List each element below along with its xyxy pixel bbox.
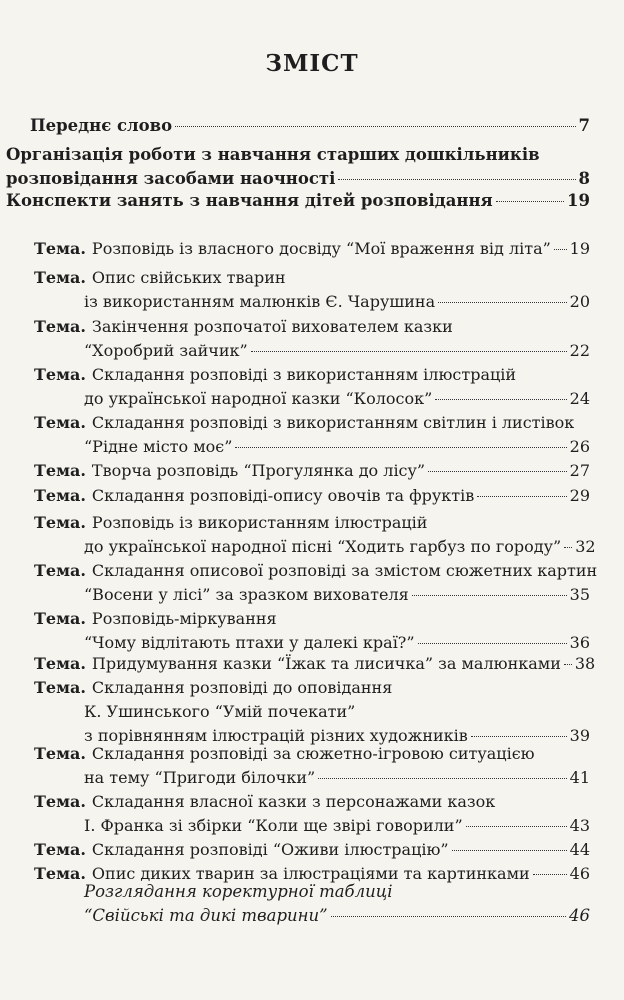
- toc-entry-theme: [34, 838, 590, 862]
- entry-text: Закінчення розпочатої вихователем казки: [91, 317, 453, 336]
- entry-text-line1: Організація роботи з навчання старших дошкільників: [6, 145, 540, 164]
- toc-entry-theme: [34, 363, 590, 411]
- leader-dots: [318, 778, 566, 779]
- entry-text: до української народної пісні “Ходить гарбуз по городу”: [84, 537, 562, 556]
- page-number: 46: [569, 864, 590, 883]
- toc-entry-theme: [34, 266, 590, 314]
- leader-dots: [428, 471, 567, 472]
- page-number: 19: [569, 239, 590, 258]
- entry-text: “Восени у лісі” за зразком вихователя: [84, 585, 409, 604]
- entry-text: Придумування казки “Їжак та лисичка” за малюнками: [91, 654, 561, 673]
- theme-label: Тема.: [34, 561, 86, 580]
- leader-dots: [251, 351, 567, 352]
- entry-text: Складання розповіді за сюжетно-ігровою ситуацією: [91, 744, 535, 763]
- page-number: 27: [569, 461, 590, 480]
- page-number: 39: [569, 726, 590, 745]
- entry-text: Творча розповідь “Прогулянка до лісу”: [91, 461, 426, 480]
- theme-label: Тема.: [34, 268, 86, 287]
- leader-dots: [564, 547, 572, 548]
- leader-dots: [471, 736, 567, 737]
- entry-text-line2: розповідання засобами наочності: [6, 169, 336, 188]
- theme-label: Тема.: [34, 678, 86, 697]
- leader-dots: [477, 496, 566, 497]
- toc-entry-theme: [34, 676, 590, 748]
- page-title: ЗМІСТ: [265, 50, 359, 77]
- leader-dots: [338, 179, 575, 180]
- theme-label: Тема.: [34, 461, 86, 480]
- entry-text: Складання розповіді-опису овочів та фруктів: [91, 486, 475, 505]
- leader-dots: [452, 850, 567, 851]
- entry-text: Складання описової розповіді за змістом сюжетних картин: [91, 561, 598, 580]
- entry-text-line1: Розглядання коректурної таблиці: [84, 882, 393, 901]
- theme-label: Тема.: [34, 609, 86, 628]
- toc-entry-theme: [34, 411, 590, 459]
- page-number: 44: [569, 840, 590, 859]
- entry-text: К. Ушинського “Умій почекати”: [84, 702, 356, 721]
- theme-label: Тема.: [34, 317, 86, 336]
- page-number: 46: [569, 906, 590, 925]
- toc-entry-theme: [34, 511, 596, 559]
- page-number: 38: [574, 654, 596, 673]
- leader-dots: [533, 874, 567, 875]
- entry-text: Розповідь-міркування: [91, 609, 277, 628]
- entry-text: Розповідь із власного досвіду “Мої враження від літа”: [91, 239, 551, 258]
- toc-entry-theme: [34, 559, 598, 607]
- theme-label: Тема.: [34, 864, 86, 883]
- page-number: 22: [569, 341, 590, 360]
- entry-text: Складання розповіді з використанням світлин і листівок: [91, 413, 575, 432]
- leader-dots: [466, 826, 567, 827]
- entry-text: “Хоробрий зайчик”: [84, 341, 248, 360]
- entry-text: Складання розповіді до оповідання: [91, 678, 393, 697]
- toc-entry-theme: [34, 237, 590, 261]
- page-number: 41: [569, 768, 590, 787]
- leader-dots: [418, 643, 567, 644]
- theme-label: Тема.: [34, 365, 86, 384]
- toc-entry-organization: [6, 143, 590, 191]
- page-number: 20: [569, 292, 590, 311]
- entry-text: Складання розповіді з використанням ілюстрацій: [91, 365, 517, 384]
- entry-text: Складання власної казки з персонажами казок: [91, 792, 496, 811]
- leader-dots: [175, 126, 575, 127]
- entry-text: Переднє слово: [30, 116, 173, 135]
- toc-entry-theme: [34, 315, 590, 363]
- page-number: 32: [575, 537, 596, 556]
- leader-dots: [435, 399, 566, 400]
- entry-text: “Чому відлітають птахи у далекі краї?”: [84, 633, 415, 652]
- page-number: 43: [569, 816, 590, 835]
- theme-label: Тема.: [34, 486, 86, 505]
- entry-text: Опис свійських тварин: [91, 268, 286, 287]
- leader-dots: [331, 916, 566, 917]
- entry-text: з порівнянням ілюстрацій різних художників: [84, 726, 468, 745]
- theme-label: Тема.: [34, 239, 86, 258]
- page-number: 36: [569, 633, 590, 652]
- theme-label: Тема.: [34, 744, 86, 763]
- leader-dots: [554, 249, 567, 250]
- entry-text: із використанням малюнків Є. Чарушина: [84, 292, 436, 311]
- leader-dots: [438, 302, 567, 303]
- leader-dots: [496, 201, 564, 202]
- theme-label: Тема.: [34, 654, 86, 673]
- page-number: 7: [578, 116, 590, 135]
- page-number: 24: [569, 389, 590, 408]
- toc-entry-theme: [34, 484, 590, 508]
- leader-dots: [235, 447, 566, 448]
- entry-text: Опис диких тварин за ілюстраціями та картинками: [91, 864, 530, 883]
- toc-entry-theme: [34, 742, 590, 790]
- entry-text-line2: “Свійські та дикі тварини”: [84, 906, 328, 925]
- theme-label: Тема.: [34, 840, 86, 859]
- theme-label: Тема.: [34, 792, 86, 811]
- entry-text: Розповідь із використанням ілюстрацій: [91, 513, 428, 532]
- leader-dots: [564, 664, 572, 665]
- entry-text: Конспекти занять з навчання дітей розповідання: [6, 191, 493, 210]
- page-number: 26: [569, 437, 590, 456]
- page-number: 19: [567, 191, 590, 210]
- entry-text: Складання розповіді “Оживи ілюстрацію”: [91, 840, 449, 859]
- toc-entry-italic: [84, 880, 590, 928]
- toc-entry-theme: [34, 607, 590, 655]
- toc-entry-theme: [34, 790, 590, 838]
- toc-entry-preface: [30, 114, 590, 138]
- entry-text: “Рідне місто моє”: [84, 437, 233, 456]
- entry-text: І. Франка зі збірки “Коли ще звірі говорили”: [84, 816, 463, 835]
- page-number: 35: [569, 585, 590, 604]
- toc-entry-konspekty: [6, 189, 590, 213]
- page-number: 29: [569, 486, 590, 505]
- entry-text: на тему “Пригоди білочки”: [84, 768, 316, 787]
- entry-text: до української народної казки “Колосок”: [84, 389, 433, 408]
- leader-dots: [412, 595, 567, 596]
- page-number: 8: [578, 169, 590, 188]
- theme-label: Тема.: [34, 513, 86, 532]
- theme-label: Тема.: [34, 413, 86, 432]
- toc-entry-theme: [34, 652, 596, 676]
- toc-entry-theme: [34, 459, 590, 483]
